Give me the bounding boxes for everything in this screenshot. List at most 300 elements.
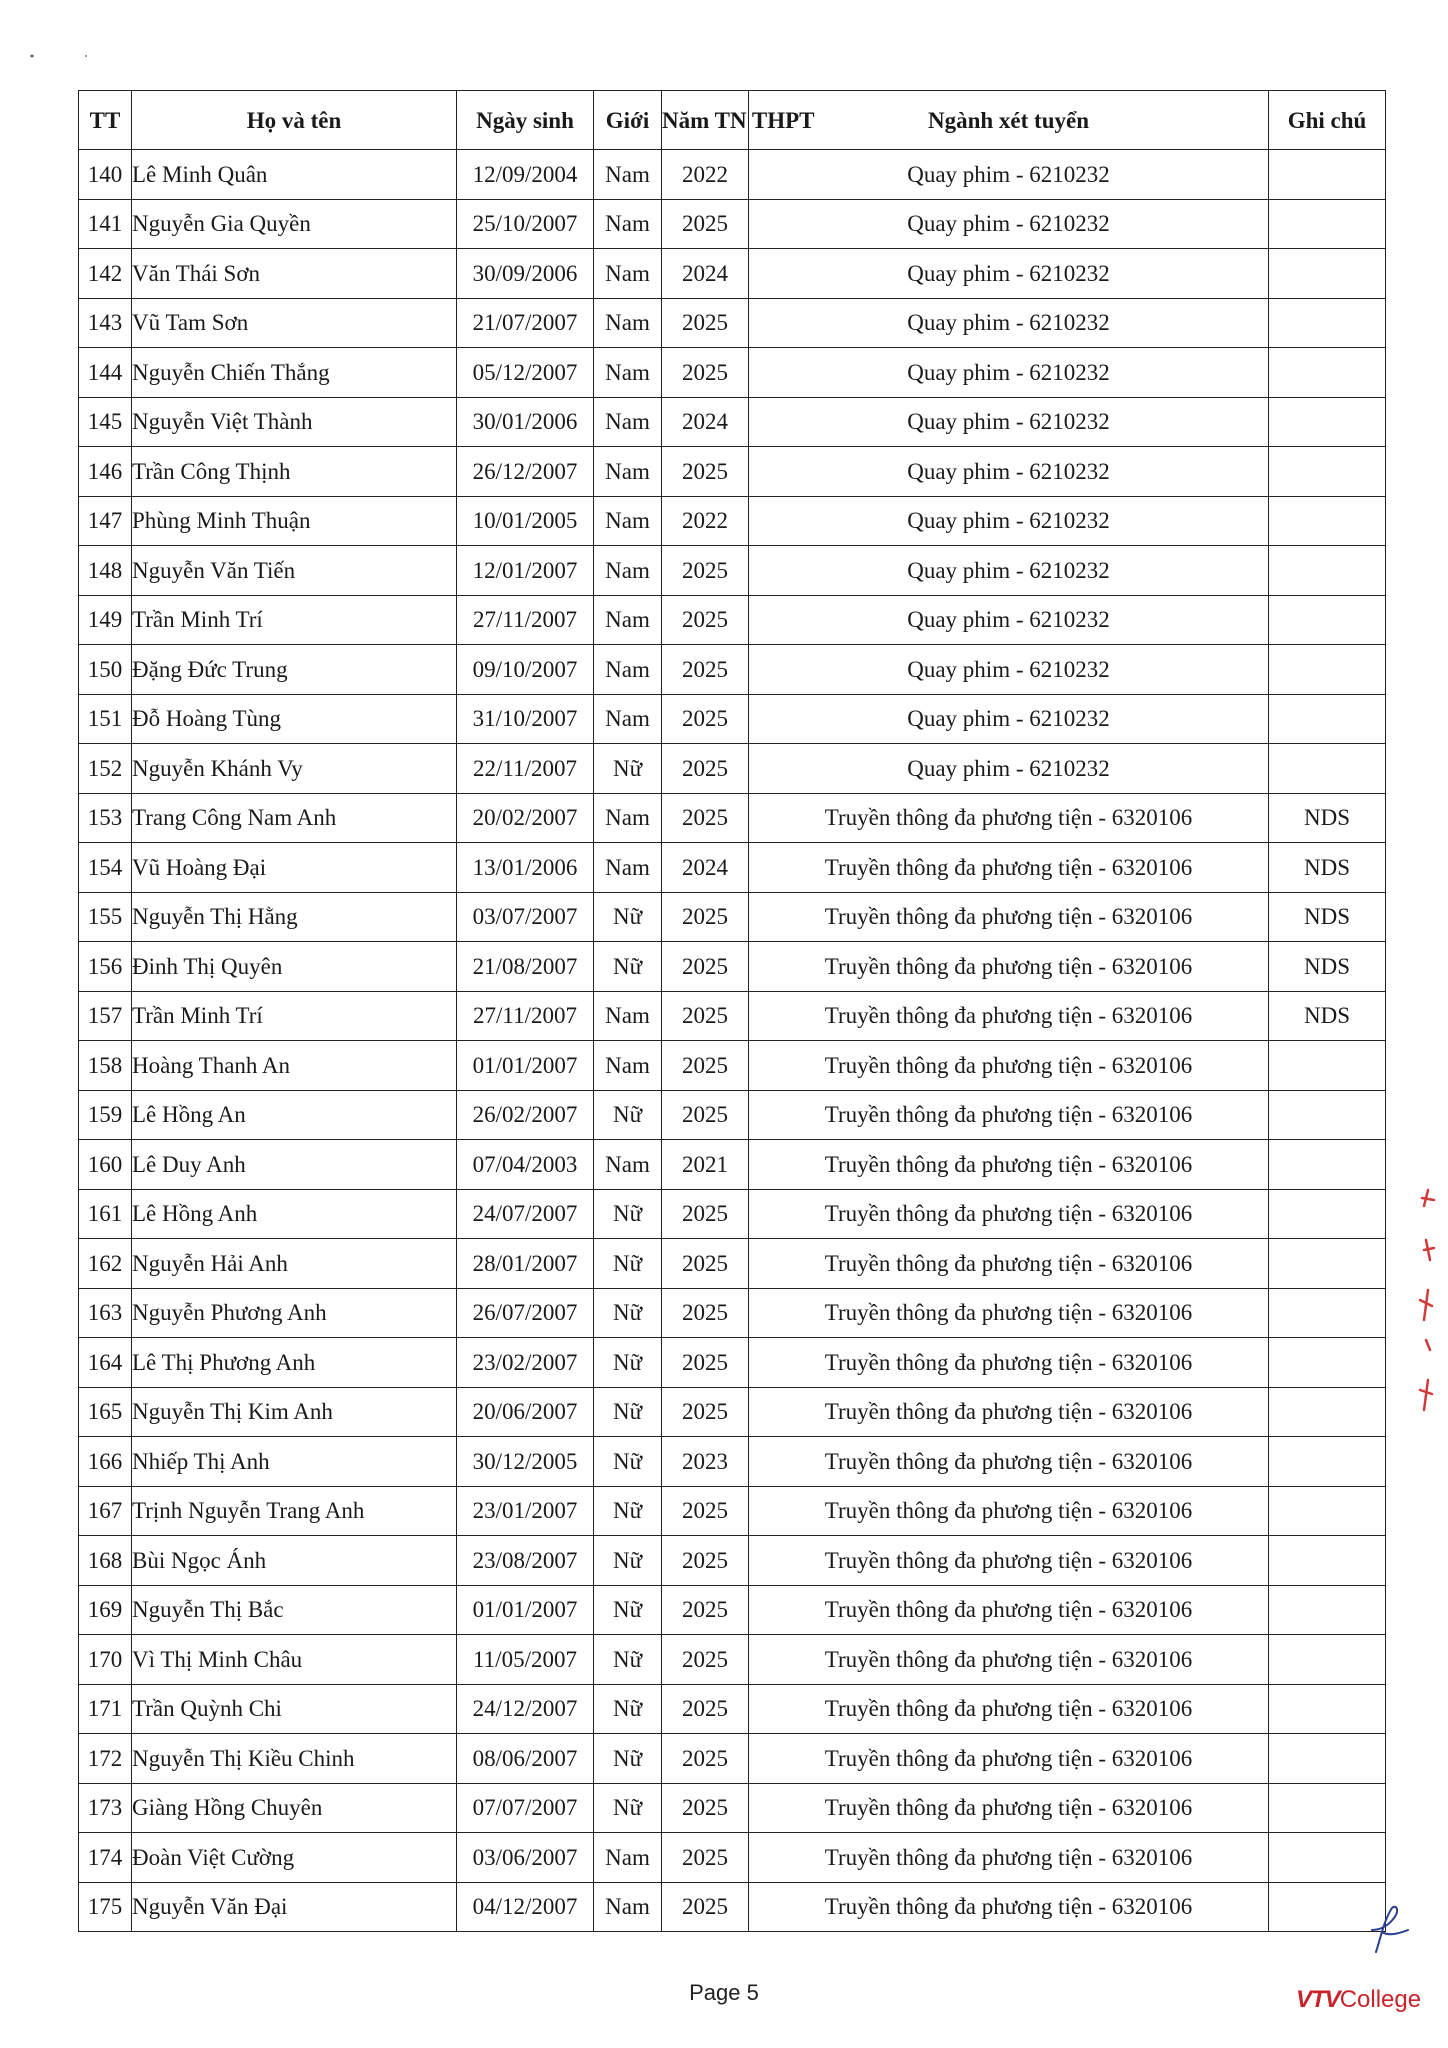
- cell-dob: 20/06/2007: [457, 1387, 594, 1437]
- cell-dob: 23/02/2007: [457, 1338, 594, 1388]
- cell-major: Quay phim - 6210232: [749, 397, 1269, 447]
- cell-sex: Nam: [594, 1882, 662, 1932]
- cell-dob: 10/01/2005: [457, 496, 594, 546]
- table-row: [79, 150, 1386, 200]
- cell-name: Lê Thị Phương Anh: [132, 1338, 457, 1388]
- cell-major: Truyền thông đa phương tiện - 6320106: [749, 991, 1269, 1041]
- cell-note: [1269, 1437, 1386, 1487]
- cell-dob: 11/05/2007: [457, 1635, 594, 1685]
- cell-major: Truyền thông đa phương tiện - 6320106: [749, 1041, 1269, 1091]
- cell-sex: Nữ: [594, 1734, 662, 1784]
- table-row: [79, 1585, 1386, 1635]
- cell-major: Truyền thông đa phương tiện - 6320106: [749, 1140, 1269, 1190]
- cell-dob: 26/12/2007: [457, 447, 594, 497]
- cell-dob: 22/11/2007: [457, 744, 594, 794]
- cell-grad-year: 2025: [662, 694, 749, 744]
- cell-sex: Nam: [594, 595, 662, 645]
- cell-name: Nguyễn Văn Tiến: [132, 546, 457, 596]
- cell-note: [1269, 447, 1386, 497]
- cell-name: Văn Thái Sơn: [132, 249, 457, 299]
- table-row: [79, 942, 1386, 992]
- cell-tt: 157: [79, 991, 132, 1041]
- cell-name: Trần Minh Trí: [132, 595, 457, 645]
- cell-dob: 23/08/2007: [457, 1536, 594, 1586]
- cell-dob: 25/10/2007: [457, 199, 594, 249]
- cell-sex: Nữ: [594, 1684, 662, 1734]
- cell-name: Nguyễn Văn Đại: [132, 1882, 457, 1932]
- cell-tt: 145: [79, 397, 132, 447]
- cell-grad-year: 2025: [662, 1536, 749, 1586]
- cell-sex: Nam: [594, 447, 662, 497]
- header-name: Họ và tên: [132, 91, 457, 150]
- table-row: [79, 1090, 1386, 1140]
- cell-dob: 03/06/2007: [457, 1833, 594, 1883]
- table-row: [79, 1189, 1386, 1239]
- cell-grad-year: 2025: [662, 1041, 749, 1091]
- cell-dob: 13/01/2006: [457, 843, 594, 893]
- cell-sex: Nữ: [594, 1288, 662, 1338]
- cell-note: [1269, 397, 1386, 447]
- cell-dob: 21/08/2007: [457, 942, 594, 992]
- cell-name: Giàng Hồng Chuyên: [132, 1783, 457, 1833]
- table-row: [79, 991, 1386, 1041]
- cell-grad-year: 2024: [662, 249, 749, 299]
- cell-sex: Nam: [594, 793, 662, 843]
- cell-major: Quay phim - 6210232: [749, 199, 1269, 249]
- table-row: [79, 1536, 1386, 1586]
- cell-major: Quay phim - 6210232: [749, 447, 1269, 497]
- cell-grad-year: 2025: [662, 546, 749, 596]
- cell-tt: 170: [79, 1635, 132, 1685]
- table-row: [79, 348, 1386, 398]
- cell-major: Truyền thông đa phương tiện - 6320106: [749, 892, 1269, 942]
- cell-name: Trần Quỳnh Chi: [132, 1684, 457, 1734]
- cell-grad-year: 2025: [662, 199, 749, 249]
- cell-name: Nguyễn Việt Thành: [132, 397, 457, 447]
- cell-grad-year: 2021: [662, 1140, 749, 1190]
- cell-grad-year: 2025: [662, 1882, 749, 1932]
- admission-list-table: [78, 90, 1386, 1932]
- cell-tt: 159: [79, 1090, 132, 1140]
- cell-tt: 163: [79, 1288, 132, 1338]
- cell-tt: 168: [79, 1536, 132, 1586]
- cell-note: [1269, 348, 1386, 398]
- cell-major: Quay phim - 6210232: [749, 496, 1269, 546]
- cell-grad-year: 2025: [662, 1387, 749, 1437]
- cell-sex: Nữ: [594, 1090, 662, 1140]
- cell-dob: 20/02/2007: [457, 793, 594, 843]
- cell-name: Nguyễn Phương Anh: [132, 1288, 457, 1338]
- cell-grad-year: 2025: [662, 1090, 749, 1140]
- brand-mark: VTV: [1296, 1986, 1340, 2013]
- cell-tt: 175: [79, 1882, 132, 1932]
- table-row: [79, 1437, 1386, 1487]
- table-row: [79, 645, 1386, 695]
- cell-sex: Nam: [594, 1140, 662, 1190]
- cell-note: [1269, 496, 1386, 546]
- cell-dob: 21/07/2007: [457, 298, 594, 348]
- cell-dob: 12/01/2007: [457, 546, 594, 596]
- cell-name: Trịnh Nguyễn Trang Anh: [132, 1486, 457, 1536]
- cell-grad-year: 2025: [662, 793, 749, 843]
- cell-sex: Nữ: [594, 1536, 662, 1586]
- cell-major: Quay phim - 6210232: [749, 150, 1269, 200]
- table-row: [79, 694, 1386, 744]
- cell-name: Vì Thị Minh Châu: [132, 1635, 457, 1685]
- header-grad-year: Năm TN THPT: [662, 91, 749, 150]
- cell-tt: 166: [79, 1437, 132, 1487]
- cell-major: Quay phim - 6210232: [749, 546, 1269, 596]
- cell-major: Truyền thông đa phương tiện - 6320106: [749, 1189, 1269, 1239]
- cell-major: Truyền thông đa phương tiện - 6320106: [749, 1288, 1269, 1338]
- cell-dob: 12/09/2004: [457, 150, 594, 200]
- cell-grad-year: 2023: [662, 1437, 749, 1487]
- cell-name: Trang Công Nam Anh: [132, 793, 457, 843]
- cell-grad-year: 2025: [662, 645, 749, 695]
- cell-major: Truyền thông đa phương tiện - 6320106: [749, 1882, 1269, 1932]
- cell-sex: Nam: [594, 199, 662, 249]
- cell-note: [1269, 595, 1386, 645]
- table-row: [79, 843, 1386, 893]
- cell-major: Quay phim - 6210232: [749, 249, 1269, 299]
- cell-name: Đinh Thị Quyên: [132, 942, 457, 992]
- table-row: [79, 1387, 1386, 1437]
- brand-text: College: [1339, 1986, 1422, 2013]
- cell-tt: 171: [79, 1684, 132, 1734]
- cell-dob: 23/01/2007: [457, 1486, 594, 1536]
- cell-tt: 160: [79, 1140, 132, 1190]
- cell-name: Đoàn Việt Cường: [132, 1833, 457, 1883]
- cell-grad-year: 2025: [662, 1239, 749, 1289]
- cell-dob: 09/10/2007: [457, 645, 594, 695]
- cell-grad-year: 2025: [662, 1833, 749, 1883]
- cell-dob: 30/01/2006: [457, 397, 594, 447]
- cell-dob: 26/02/2007: [457, 1090, 594, 1140]
- cell-note: [1269, 1041, 1386, 1091]
- cell-name: Lê Duy Anh: [132, 1140, 457, 1190]
- cell-tt: 167: [79, 1486, 132, 1536]
- cell-note: [1269, 694, 1386, 744]
- cell-grad-year: 2025: [662, 1783, 749, 1833]
- cell-major: Truyền thông đa phương tiện - 6320106: [749, 1783, 1269, 1833]
- cell-tt: 172: [79, 1734, 132, 1784]
- cell-dob: 03/07/2007: [457, 892, 594, 942]
- table-row: [79, 744, 1386, 794]
- cell-sex: Nữ: [594, 744, 662, 794]
- cell-sex: Nam: [594, 397, 662, 447]
- cell-dob: 24/07/2007: [457, 1189, 594, 1239]
- handwritten-signature: [1362, 1900, 1412, 1960]
- cell-tt: 173: [79, 1783, 132, 1833]
- cell-tt: 156: [79, 942, 132, 992]
- cell-tt: 147: [79, 496, 132, 546]
- cell-grad-year: 2025: [662, 1585, 749, 1635]
- cell-name: Bùi Ngọc Ánh: [132, 1536, 457, 1586]
- cell-note: [1269, 1833, 1386, 1883]
- table-row: [79, 249, 1386, 299]
- cell-name: Đặng Đức Trung: [132, 645, 457, 695]
- table-row: [79, 595, 1386, 645]
- cell-name: Vũ Hoàng Đại: [132, 843, 457, 893]
- table-row: [79, 546, 1386, 596]
- cell-major: Truyền thông đa phương tiện - 6320106: [749, 1734, 1269, 1784]
- cell-grad-year: 2025: [662, 1635, 749, 1685]
- cell-dob: 07/04/2003: [457, 1140, 594, 1190]
- cell-grad-year: 2025: [662, 991, 749, 1041]
- cell-sex: Nam: [594, 991, 662, 1041]
- cell-grad-year: 2025: [662, 892, 749, 942]
- cell-sex: Nữ: [594, 1437, 662, 1487]
- table-row: [79, 1734, 1386, 1784]
- cell-sex: Nữ: [594, 1783, 662, 1833]
- cell-note: [1269, 1090, 1386, 1140]
- cell-note: [1269, 1783, 1386, 1833]
- cell-note: [1269, 546, 1386, 596]
- cell-major: Truyền thông đa phương tiện - 6320106: [749, 1635, 1269, 1685]
- cell-major: Quay phim - 6210232: [749, 595, 1269, 645]
- cell-major: Truyền thông đa phương tiện - 6320106: [749, 843, 1269, 893]
- header-dob: Ngày sinh: [457, 91, 594, 150]
- cell-note: [1269, 744, 1386, 794]
- cell-note: [1269, 199, 1386, 249]
- cell-sex: Nam: [594, 496, 662, 546]
- cell-grad-year: 2024: [662, 843, 749, 893]
- table-row: [79, 496, 1386, 546]
- cell-major: Quay phim - 6210232: [749, 298, 1269, 348]
- cell-note: [1269, 1239, 1386, 1289]
- cell-name: Vũ Tam Sơn: [132, 298, 457, 348]
- cell-name: Lê Hồng An: [132, 1090, 457, 1140]
- cell-grad-year: 2022: [662, 150, 749, 200]
- cell-dob: 31/10/2007: [457, 694, 594, 744]
- header-major: Ngành xét tuyển: [749, 91, 1269, 150]
- cell-tt: 151: [79, 694, 132, 744]
- table-row: [79, 1239, 1386, 1289]
- cell-sex: Nam: [594, 1833, 662, 1883]
- cell-major: Truyền thông đa phương tiện - 6320106: [749, 1387, 1269, 1437]
- cell-name: Nguyễn Khánh Vy: [132, 744, 457, 794]
- cell-tt: 154: [79, 843, 132, 893]
- table-row: [79, 447, 1386, 497]
- cell-dob: 01/01/2007: [457, 1585, 594, 1635]
- table-row: [79, 199, 1386, 249]
- cell-dob: 24/12/2007: [457, 1684, 594, 1734]
- cell-tt: 152: [79, 744, 132, 794]
- cell-grad-year: 2025: [662, 1734, 749, 1784]
- cell-note: [1269, 1486, 1386, 1536]
- cell-sex: Nam: [594, 694, 662, 744]
- cell-tt: 142: [79, 249, 132, 299]
- cell-tt: 164: [79, 1338, 132, 1388]
- cell-dob: 07/07/2007: [457, 1783, 594, 1833]
- cell-name: Nguyễn Hải Anh: [132, 1239, 457, 1289]
- cell-note: [1269, 1288, 1386, 1338]
- cell-dob: 01/01/2007: [457, 1041, 594, 1091]
- cell-major: Truyền thông đa phương tiện - 6320106: [749, 942, 1269, 992]
- cell-tt: 143: [79, 298, 132, 348]
- cell-note: NDS: [1269, 991, 1386, 1041]
- table-row: [79, 1140, 1386, 1190]
- table-row: [79, 1635, 1386, 1685]
- cell-grad-year: 2024: [662, 397, 749, 447]
- cell-grad-year: 2022: [662, 496, 749, 546]
- table-row: [79, 1288, 1386, 1338]
- cell-sex: Nam: [594, 249, 662, 299]
- table-row: [79, 1783, 1386, 1833]
- cell-note: [1269, 1189, 1386, 1239]
- cell-note: [1269, 1684, 1386, 1734]
- cell-name: Lê Minh Quân: [132, 150, 457, 200]
- table-row: [79, 1684, 1386, 1734]
- cell-major: Quay phim - 6210232: [749, 645, 1269, 695]
- cell-grad-year: 2025: [662, 1338, 749, 1388]
- cell-note: [1269, 645, 1386, 695]
- cell-sex: Nam: [594, 150, 662, 200]
- cell-grad-year: 2025: [662, 595, 749, 645]
- table-row: [79, 1882, 1386, 1932]
- cell-sex: Nam: [594, 1041, 662, 1091]
- cell-tt: 141: [79, 199, 132, 249]
- cell-tt: 155: [79, 892, 132, 942]
- cell-major: Truyền thông đa phương tiện - 6320106: [749, 1585, 1269, 1635]
- cell-name: Nhiếp Thị Anh: [132, 1437, 457, 1487]
- cell-grad-year: 2025: [662, 1288, 749, 1338]
- cell-dob: 27/11/2007: [457, 991, 594, 1041]
- cell-dob: 27/11/2007: [457, 595, 594, 645]
- cell-major: Truyền thông đa phương tiện - 6320106: [749, 1486, 1269, 1536]
- cell-name: Nguyễn Thị Kim Anh: [132, 1387, 457, 1437]
- cell-name: Phùng Minh Thuận: [132, 496, 457, 546]
- cell-major: Quay phim - 6210232: [749, 744, 1269, 794]
- cell-sex: Nam: [594, 298, 662, 348]
- cell-grad-year: 2025: [662, 447, 749, 497]
- cell-sex: Nữ: [594, 1635, 662, 1685]
- header-row: [79, 91, 1386, 150]
- cell-tt: 149: [79, 595, 132, 645]
- cell-major: Truyền thông đa phương tiện - 6320106: [749, 1684, 1269, 1734]
- cell-major: Truyền thông đa phương tiện - 6320106: [749, 793, 1269, 843]
- cell-major: Quay phim - 6210232: [749, 694, 1269, 744]
- table-row: [79, 892, 1386, 942]
- cell-name: Đỗ Hoàng Tùng: [132, 694, 457, 744]
- cell-sex: Nữ: [594, 942, 662, 992]
- cell-name: Nguyễn Thị Bắc: [132, 1585, 457, 1635]
- cell-grad-year: 2025: [662, 1684, 749, 1734]
- cell-note: [1269, 1140, 1386, 1190]
- table-row: [79, 793, 1386, 843]
- cell-grad-year: 2025: [662, 744, 749, 794]
- cell-grad-year: 2025: [662, 1189, 749, 1239]
- cell-major: Truyền thông đa phương tiện - 6320106: [749, 1536, 1269, 1586]
- page-number: Page 5: [689, 1980, 759, 2005]
- cell-name: Trần Minh Trí: [132, 991, 457, 1041]
- cell-tt: 158: [79, 1041, 132, 1091]
- cell-name: Nguyễn Chiến Thắng: [132, 348, 457, 398]
- cell-dob: 05/12/2007: [457, 348, 594, 398]
- cell-sex: Nữ: [594, 1585, 662, 1635]
- brand-logo: [1296, 1986, 1421, 2014]
- cell-name: Trần Công Thịnh: [132, 447, 457, 497]
- cell-sex: Nam: [594, 645, 662, 695]
- table-header: [79, 91, 1386, 150]
- cell-tt: 146: [79, 447, 132, 497]
- table-row: [79, 1338, 1386, 1388]
- cell-major: Truyền thông đa phương tiện - 6320106: [749, 1833, 1269, 1883]
- cell-major: Truyền thông đa phương tiện - 6320106: [749, 1239, 1269, 1289]
- cell-grad-year: 2025: [662, 942, 749, 992]
- table-row: [79, 298, 1386, 348]
- cell-name: Nguyễn Gia Quyền: [132, 199, 457, 249]
- cell-tt: 150: [79, 645, 132, 695]
- scan-speck-mark: [28, 52, 88, 72]
- cell-tt: 174: [79, 1833, 132, 1883]
- red-stamp-mark: [1410, 1180, 1440, 1430]
- cell-note: [1269, 1387, 1386, 1437]
- cell-tt: 165: [79, 1387, 132, 1437]
- cell-tt: 144: [79, 348, 132, 398]
- cell-dob: 26/07/2007: [457, 1288, 594, 1338]
- cell-sex: Nam: [594, 843, 662, 893]
- cell-major: Quay phim - 6210232: [749, 348, 1269, 398]
- cell-note: [1269, 150, 1386, 200]
- cell-major: Truyền thông đa phương tiện - 6320106: [749, 1090, 1269, 1140]
- cell-note: [1269, 298, 1386, 348]
- cell-major: Truyền thông đa phương tiện - 6320106: [749, 1437, 1269, 1487]
- cell-major: Truyền thông đa phương tiện - 6320106: [749, 1338, 1269, 1388]
- table-row: [79, 397, 1386, 447]
- cell-note: [1269, 1635, 1386, 1685]
- cell-sex: Nữ: [594, 1239, 662, 1289]
- table-row: [79, 1041, 1386, 1091]
- cell-sex: Nữ: [594, 1387, 662, 1437]
- cell-sex: Nữ: [594, 1486, 662, 1536]
- cell-grad-year: 2025: [662, 1486, 749, 1536]
- cell-note: [1269, 1338, 1386, 1388]
- cell-note: NDS: [1269, 793, 1386, 843]
- cell-dob: 08/06/2007: [457, 1734, 594, 1784]
- cell-note: [1269, 1585, 1386, 1635]
- table-row: [79, 1486, 1386, 1536]
- cell-name: Nguyễn Thị Hằng: [132, 892, 457, 942]
- header-note: Ghi chú: [1269, 91, 1386, 150]
- table-row: [79, 1833, 1386, 1883]
- cell-note: [1269, 1734, 1386, 1784]
- cell-tt: 140: [79, 150, 132, 200]
- cell-dob: 30/12/2005: [457, 1437, 594, 1487]
- cell-dob: 04/12/2007: [457, 1882, 594, 1932]
- cell-note: NDS: [1269, 892, 1386, 942]
- cell-dob: 30/09/2006: [457, 249, 594, 299]
- cell-tt: 161: [79, 1189, 132, 1239]
- header-tt: TT: [79, 91, 132, 150]
- cell-tt: 148: [79, 546, 132, 596]
- cell-sex: Nam: [594, 348, 662, 398]
- cell-note: [1269, 1536, 1386, 1586]
- table-body: [79, 150, 1386, 1932]
- cell-grad-year: 2025: [662, 298, 749, 348]
- cell-tt: 153: [79, 793, 132, 843]
- header-sex: Giới: [594, 91, 662, 150]
- cell-sex: Nam: [594, 546, 662, 596]
- cell-name: Hoàng Thanh An: [132, 1041, 457, 1091]
- cell-name: Lê Hồng Anh: [132, 1189, 457, 1239]
- cell-note: [1269, 249, 1386, 299]
- cell-sex: Nữ: [594, 1338, 662, 1388]
- cell-note: NDS: [1269, 843, 1386, 893]
- cell-name: Nguyễn Thị Kiều Chinh: [132, 1734, 457, 1784]
- cell-sex: Nữ: [594, 1189, 662, 1239]
- cell-grad-year: 2025: [662, 348, 749, 398]
